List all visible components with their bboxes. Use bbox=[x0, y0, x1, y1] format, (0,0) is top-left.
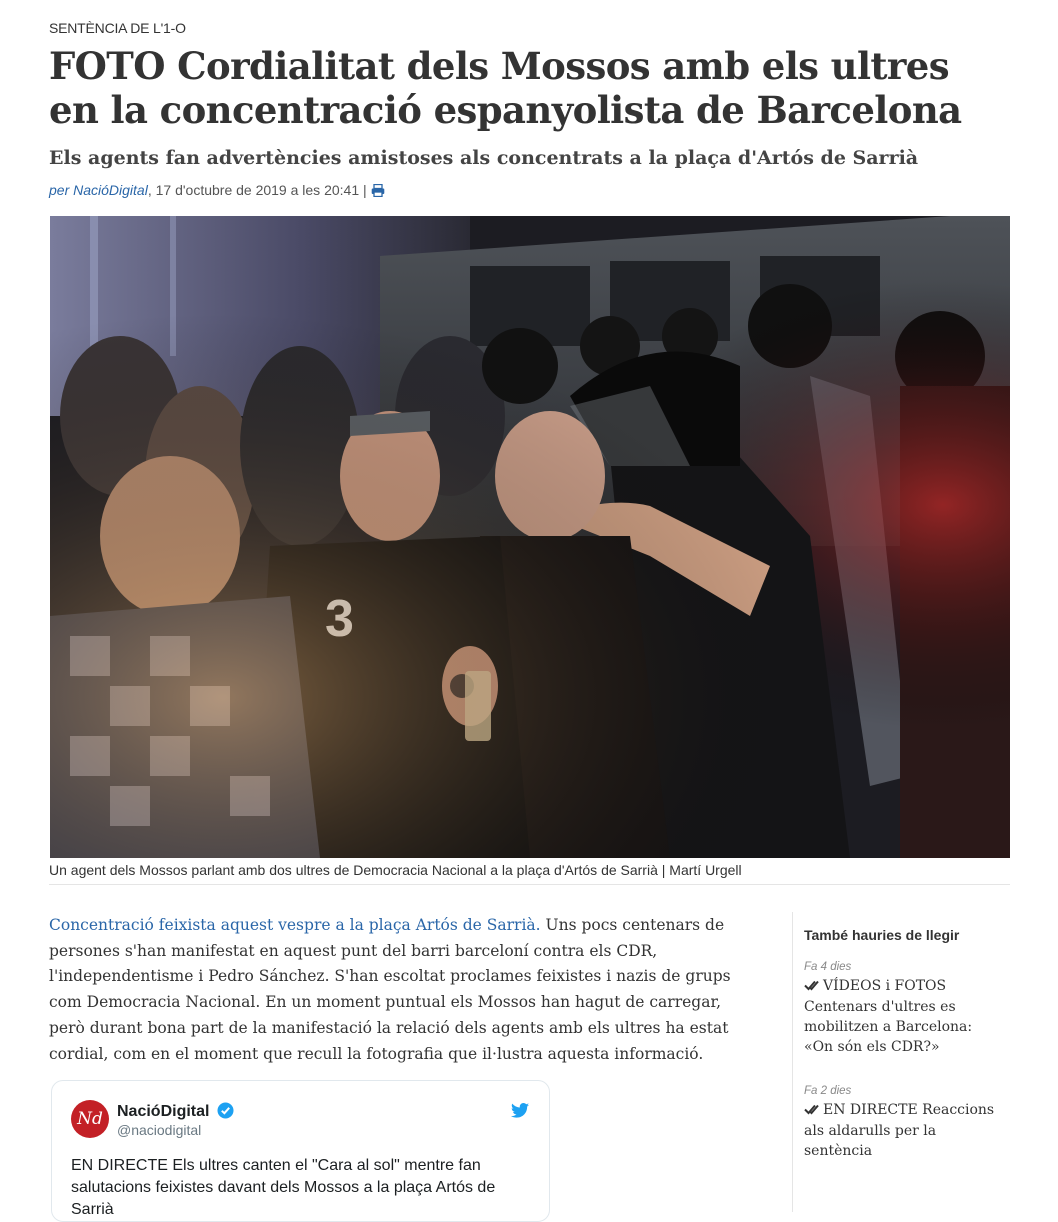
related-item-date: Fa 2 dies bbox=[804, 1085, 852, 1097]
tweet-handle[interactable]: @naciodigital bbox=[117, 1122, 202, 1138]
embedded-tweet[interactable] bbox=[51, 1080, 550, 1222]
related-item[interactable] bbox=[804, 1085, 1004, 1161]
byline bbox=[49, 182, 385, 200]
related-sidebar bbox=[792, 912, 1010, 1212]
article-subtitle: Els agents fan advertències amistoses als concentrats a la plaça d'Artós de Sarrià bbox=[49, 147, 919, 169]
twitter-bird-icon[interactable] bbox=[511, 1103, 529, 1123]
tweet-author-name[interactable] bbox=[117, 1102, 234, 1124]
print-icon[interactable] bbox=[371, 184, 385, 200]
tweet-avatar[interactable]: Nd bbox=[71, 1100, 109, 1138]
article-photo bbox=[50, 216, 1010, 858]
body-lead-link[interactable]: Concentració feixista aquest vespre a la plaça Artós de Sarrià. bbox=[49, 916, 541, 934]
sidebar-heading: També hauries de llegir bbox=[804, 927, 960, 943]
verified-badge-icon bbox=[217, 1102, 234, 1124]
publish-date: , 17 d'octubre de 2019 a les 20:41 | bbox=[147, 182, 367, 198]
section-tag[interactable]: SENTÈNCIA DE L'1-O bbox=[49, 20, 186, 36]
byline-prefix: per bbox=[49, 182, 70, 198]
double-check-icon bbox=[804, 977, 821, 997]
body-text: Uns pocs centenars de persones s'han manifestat en aquest punt del barri barceloní contra els CDR, l'independentisme i Pedro Sánchez. S'han escoltat proclames feixistes i nazis de grups com Democracia Nacional. En un moment puntual els Mossos han hagut de carregar, però durant bona part de la manifestació la relació dels agents amb els ultres ha estat cordial, com en el moment que recull la fotografia que il·lustra aquesta informació. bbox=[49, 916, 731, 1063]
related-item-title[interactable] bbox=[804, 976, 1004, 1057]
related-item-title-text: EN DIRECTE Reaccions als aldarulls per la sentència bbox=[804, 1102, 995, 1159]
related-item[interactable] bbox=[804, 961, 1004, 1057]
tweet-text: EN DIRECTE Els ultres canten el "Cara al sol" mentre fan salutacions feixistes davant dels Mossos a la plaça Artós de Sarrià bbox=[71, 1157, 496, 1218]
photo-caption: Un agent dels Mossos parlant amb dos ultres de Democracia Nacional a la plaça d'Artós de Sarrià | Martí Urgell bbox=[49, 862, 742, 878]
related-item-title-text: VÍDEOS i FOTOS Centenars d'ultres es mobilitzen a Barcelona: «On són els CDR?» bbox=[804, 978, 973, 1055]
related-item-title[interactable] bbox=[804, 1100, 1004, 1161]
double-check-icon bbox=[804, 1101, 821, 1121]
author-link[interactable]: NacióDigital bbox=[73, 182, 148, 198]
caption-divider bbox=[49, 884, 1010, 885]
article-body bbox=[49, 913, 754, 1067]
related-item-date: Fa 4 dies bbox=[804, 961, 852, 973]
article-headline: FOTO Cordialitat dels Mossos amb els ultres en la concentració espanyolista de Barcelona bbox=[49, 44, 962, 132]
tweet-author-label: NacióDigital bbox=[117, 1103, 210, 1120]
